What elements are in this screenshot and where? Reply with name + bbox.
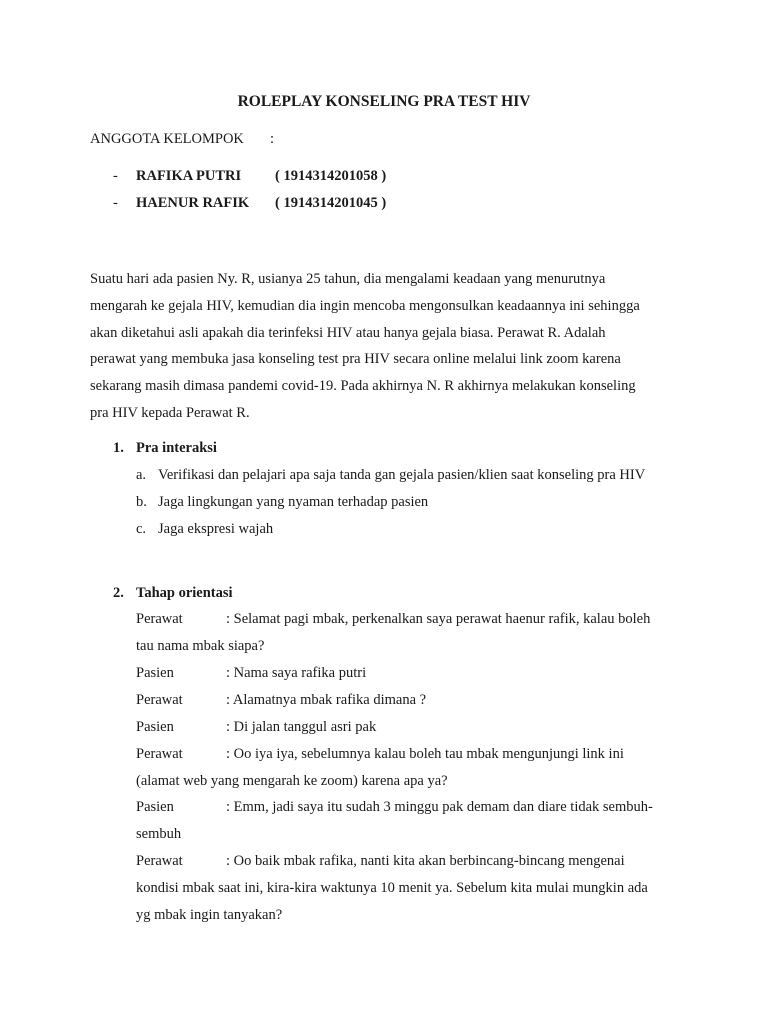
dialog-line: : Oo iya iya, sebelumnya kalau boleh tau mbak mengunjungi link ini [226, 746, 624, 762]
section-heading: Pra interaksi [136, 440, 217, 456]
member-name: HAENUR RAFIK [136, 195, 250, 211]
member-bullet: - [113, 168, 118, 184]
members-label: ANGGOTA KELOMPOK [90, 131, 244, 147]
section-number: 1. [113, 440, 124, 456]
list-marker: a. [136, 467, 147, 483]
member-bullet: - [113, 195, 118, 211]
dialog-continuation: kondisi mbak saat ini, kira-kira waktunya 10 menit ya. Sebelum kita mulai mungkin ada [136, 880, 648, 896]
dialog-line: : Emm, jadi saya itu sudah 3 minggu pak demam dan diare tidak sembuh- [226, 799, 653, 815]
list-marker: c. [136, 521, 147, 537]
intro-line: mengarah ke gejala HIV, kemudian dia ingin mencoba mengonsulkan keadaannya ini sehingga [90, 297, 640, 314]
dialog-continuation: tau nama mbak siapa? [136, 638, 265, 654]
dialog-line: : Nama saya rafika putri [226, 665, 367, 681]
section-number: 2. [113, 585, 124, 601]
dialog-line: : Selamat pagi mbak, perkenalkan saya perawat haenur rafik, kalau boleh [226, 611, 651, 627]
dialog-continuation: sembuh [136, 826, 182, 842]
intro-line: Suatu hari ada pasien Ny. R, usianya 25 tahun, dia mengalami keadaan yang menurutnya [90, 271, 606, 287]
intro-line: akan diketahui asli apakah dia terinfeksi HIV atau hanya gejala biasa. Perawat R. Adalah [90, 324, 606, 341]
document-title: ROLEPLAY KONSELING PRA TEST HIV [237, 93, 531, 110]
list-item-text: Jaga ekspresi wajah [158, 521, 274, 537]
member-id: ( 1914314201058 ) [275, 168, 387, 184]
dialog-continuation: (alamat web yang mengarah ke zoom) karena apa ya? [136, 773, 448, 789]
dialog-line: : Alamatnya mbak rafika dimana ? [226, 692, 427, 708]
list-item-text: Jaga lingkungan yang nyaman terhadap pasien [158, 494, 429, 510]
dialog-speaker: Perawat [136, 746, 183, 762]
dialog-speaker: Pasien [136, 719, 174, 735]
dialog-speaker: Perawat [136, 692, 183, 708]
dialog-speaker: Pasien [136, 799, 174, 815]
intro-line: sekarang masih dimasa pandemi covid-19. Pada akhirnya N. R akhirnya melakukan konseling [90, 378, 636, 395]
member-name: RAFIKA PUTRI [136, 168, 242, 184]
section-heading: Tahap orientasi [136, 585, 233, 601]
dialog-line: : Oo baik mbak rafika, nanti kita akan berbincang-bincang mengenai [226, 853, 625, 869]
dialog-line: : Di jalan tanggul asri pak [226, 719, 377, 735]
list-item-text: Verifikasi dan pelajari apa saja tanda gan gejala pasien/klien saat konseling pra HIV [158, 467, 646, 483]
dialog-speaker: Pasien [136, 665, 174, 681]
dialog-speaker: Perawat [136, 611, 183, 627]
members-colon: : [270, 131, 275, 147]
intro-line: perawat yang membuka jasa konseling test pra HIV secara online melalui link zoom karena [90, 351, 621, 368]
list-marker: b. [136, 494, 147, 510]
intro-line: pra HIV kepada Perawat R. [90, 404, 250, 421]
dialog-speaker: Perawat [136, 853, 183, 869]
dialog-continuation: yg mbak ingin tanyakan? [136, 907, 283, 923]
member-id: ( 1914314201045 ) [275, 195, 387, 211]
intro-paragraph [90, 266, 690, 427]
